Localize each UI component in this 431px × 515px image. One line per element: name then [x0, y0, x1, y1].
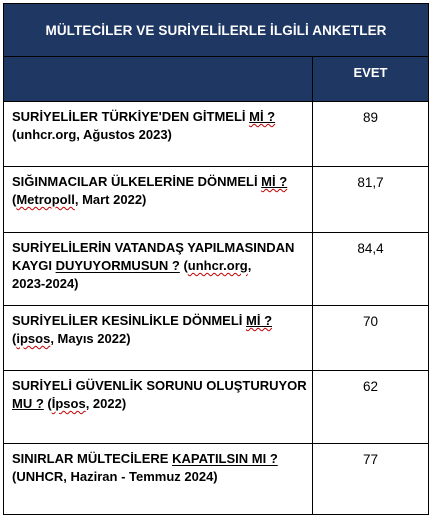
- question-source-date: , Mayıs 2022): [50, 331, 131, 346]
- question-cell: [4, 444, 313, 515]
- question-source-name: unhcr.org: [187, 258, 248, 273]
- question-cell: [4, 167, 313, 233]
- question-source-comma: ,: [247, 258, 252, 273]
- header-evet-cell: [313, 57, 429, 102]
- question-cell: [4, 233, 313, 306]
- question-text: SURİYELİLER KESİNLİKLE DÖNMELİ: [12, 313, 247, 328]
- evet-value: 89: [313, 102, 429, 167]
- table-row: [4, 444, 429, 515]
- question-source: (UNHCR, Haziran - Temmuz 2024): [12, 469, 218, 484]
- survey-table: [3, 3, 429, 515]
- question-particle: MU ?: [12, 396, 44, 411]
- question-source-open: (: [12, 192, 17, 207]
- question-source-date: , 2022): [85, 396, 127, 411]
- question-source-name: İpsos: [51, 396, 86, 411]
- question-cell: [4, 371, 313, 444]
- question-source: (unhcr.org, Ağustos 2023): [12, 127, 172, 142]
- header-row: [4, 57, 429, 102]
- question-sep: (: [43, 396, 52, 411]
- question-particle: Mİ ?: [246, 313, 273, 328]
- question-source-date: , Mart 2022): [74, 192, 147, 207]
- table-row: [4, 167, 429, 233]
- evet-value: 62: [313, 371, 429, 444]
- question-sep: (: [179, 258, 188, 273]
- header-evet-label: EVET: [353, 65, 388, 80]
- evet-value: 84,4: [313, 233, 429, 306]
- evet-value: 81,7: [313, 167, 429, 233]
- question-particle: DUYUYORMUSUN ?: [55, 258, 180, 273]
- table-row: [4, 371, 429, 444]
- table-row: [4, 306, 429, 371]
- question-source-name: Metropoll: [16, 192, 75, 207]
- evet-value: 77: [313, 444, 429, 515]
- table-title: MÜLTECİLER VE SURİYELİLERLE İLGİLİ ANKETLER: [4, 4, 429, 57]
- header-question-cell: [4, 57, 313, 102]
- question-source-date: 2023-2024): [12, 276, 79, 291]
- question-text: SINIRLAR MÜLTECİLERE: [12, 451, 173, 466]
- question-particle: Mİ ?: [249, 109, 276, 124]
- question-source-name: ipsos: [16, 331, 51, 346]
- question-particle: KAPATILSIN MI ?: [172, 451, 278, 466]
- question-text: SURİYELİ GÜVENLİK SORUNU OLUŞTURUYOR: [12, 378, 307, 393]
- question-text: SIĞINMACILAR ÜLKELERİNE DÖNMELİ: [12, 174, 262, 189]
- question-text: SURİYELİLER TÜRKİYE'DEN GİTMELİ: [12, 109, 250, 124]
- table-row: [4, 233, 429, 306]
- table-row: [4, 102, 429, 167]
- question-cell: [4, 102, 313, 167]
- question-source-open: (: [12, 331, 17, 346]
- question-cell: [4, 306, 313, 371]
- title-row: [4, 4, 429, 57]
- question-particle: Mİ ?: [261, 174, 288, 189]
- question-text: SURİYELİLERİN VATANDAŞ YAPILMASINDAN KAYGI: [12, 240, 295, 273]
- evet-value: 70: [313, 306, 429, 371]
